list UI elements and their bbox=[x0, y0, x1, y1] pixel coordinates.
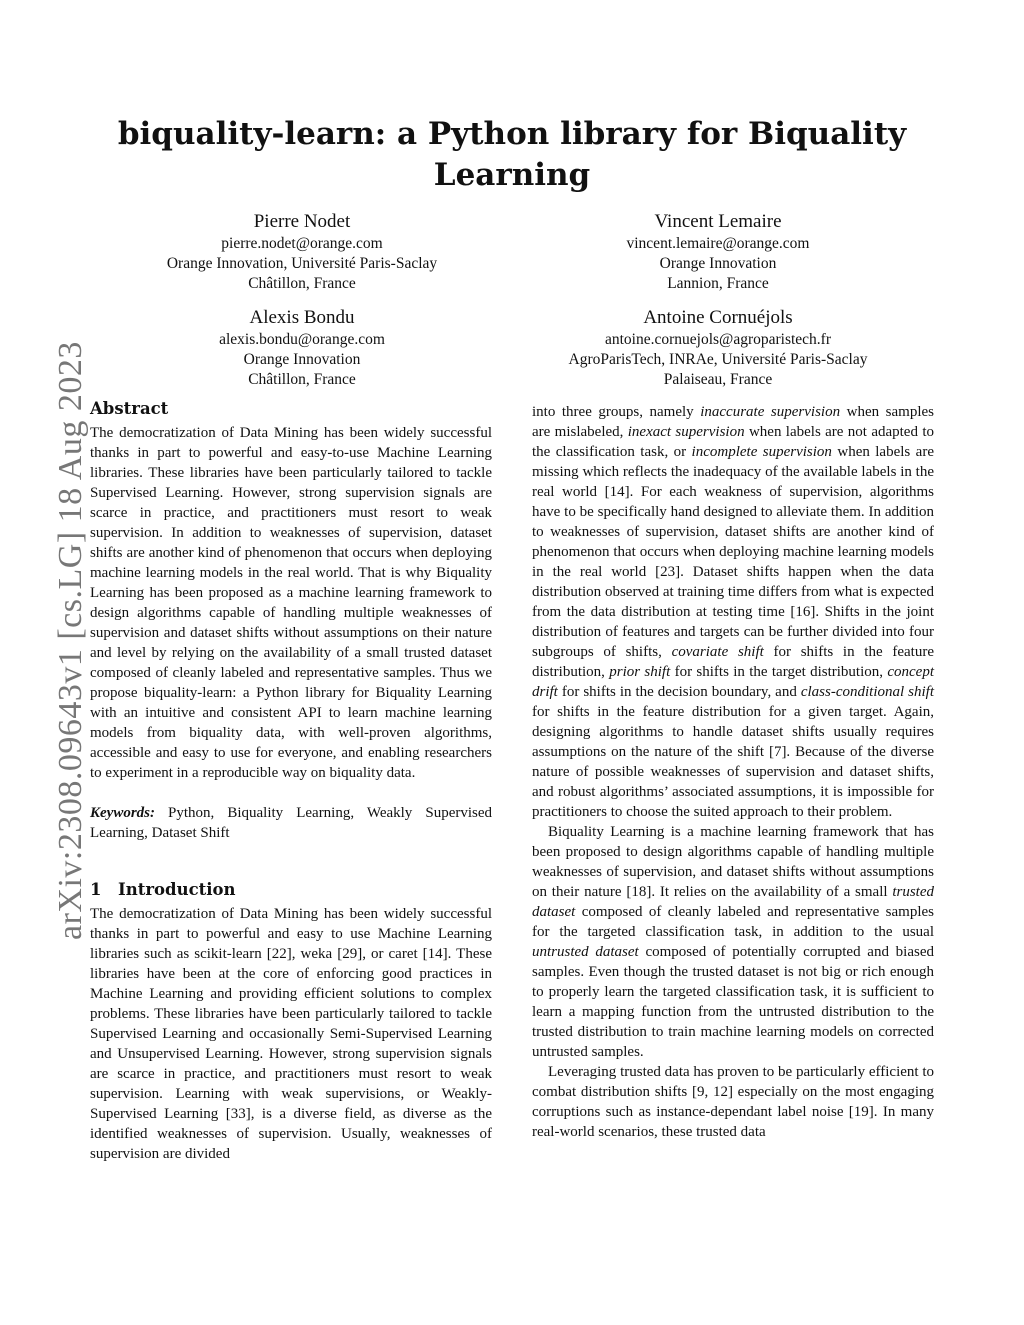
author-location: Palaiseau, France bbox=[663, 371, 773, 388]
author-affiliation: Orange Innovation bbox=[243, 351, 361, 368]
author-name: Vincent Lemaire bbox=[654, 211, 782, 232]
section-heading-introduction bbox=[90, 879, 492, 901]
author-location: Châtillon, France bbox=[248, 371, 356, 388]
keywords-text: Python, Biquality Learning, Weakly Supervised Learning, Dataset Shift bbox=[90, 805, 493, 841]
body-paragraph: Leveraging trusted data has proven to be particularly efficient to combat distribution shifts [9, 12] especially on the most engaging corruptions such as instance-dependant label noise [19]. In many real-world scenarios, these trusted data bbox=[532, 1064, 934, 1140]
section-title: Introduction bbox=[118, 880, 236, 899]
abstract-text: The democratization of Data Mining has been widely successful thanks in part to powerful and easy-to-use Machine Learning libraries. These libraries have been particularly tailored to tackle Supervised Learning. However, strong supervision signals are scarce in practice, and practitioners must resort to weak supervision. In addition to weaknesses of supervision, dataset shifts are another kind of phenomenon that occurs when deploying machine learning models in the real world. That is why Biquality Learning has been proposed as a machine learning framework to design algorithms capable of handling multiple weaknesses of supervision and dataset shifts without assumptions on their nature and level by relying on the availability of a small trusted dataset composed of cleanly labeled and representative samples. Thus we propose biquality-learn: a Python library for Biquality Learning with an intuitive and consistent API to learn machine learning models from biquality data, with well-proven algorithms, accessible and easy to use for everyone, and enabling researchers to experiment in a reproducible way on biquality data. bbox=[90, 425, 492, 781]
author-location: Lannion, France bbox=[667, 275, 769, 292]
author-affiliation: Orange Innovation, Université Paris-Saclay bbox=[166, 255, 438, 272]
body-paragraph: into three groups, namely inaccurate supervision when samples are mislabeled, inexact supervision when labels are not adapted to the classification task, or incomplete supervision when labels are missing which reflects the inadequacy of the available labels in the real world [14]. For each weakness of supervision, algorithms have to be specifically hand designed to alleviate them. In addition to weaknesses of supervision, dataset shifts are another kind of phenomenon that occurs when deploying machine learning models in the real world [23]. Dataset shifts happen when the data distribution observed at training time differs from what is expected from the data distribution at testing time [16]. Shifts in the joint distribution of features and targets can be further divided into four subgroups of shifts, covariate shift for shifts in the feature distribution, prior shift for shifts in the target distribution, concept drift for shifts in the decision boundary, and class-conditional shift for shifts in the feature distribution for a given target. Again, designing algorithms to handle dataset shifts usually requires assumptions on the nature of the shift [7]. Because of the diverse nature of possible weaknesses of supervision and dataset shifts, and robust algorithms’ associated assumptions, it is impossible for practitioners to choose the suited approach to their problem. bbox=[532, 404, 934, 820]
author-affiliation: AgroParisTech, INRAe, Université Paris-Saclay bbox=[568, 351, 868, 368]
section-number: 1 bbox=[90, 880, 102, 899]
arxiv-identifier: arXiv:2308.09643v1 [cs.LG] 18 Aug 2023 bbox=[52, 341, 89, 940]
author-name: Antoine Cornuéjols bbox=[643, 307, 793, 328]
abstract-heading: Abstract bbox=[90, 399, 169, 418]
author-email: antoine.cornuejols@agroparistech.fr bbox=[604, 331, 832, 348]
keywords bbox=[90, 803, 492, 843]
author-affiliation: Orange Innovation bbox=[659, 255, 777, 272]
author-block bbox=[92, 305, 512, 390]
keywords-label: Keywords: bbox=[90, 805, 155, 821]
body-paragraph: Biquality Learning is a machine learning framework that has been proposed to design algorithms capable of handling multiple weaknesses of supervision, and dataset shifts without assumptions on their nature [18]. It relies on the availability of a small trusted dataset composed of cleanly labeled and representative samples for the targeted classification task, in addition to the usual untrusted dataset composed of potentially corrupted and biased samples. Even though the trusted dataset is not big or rich enough to properly learn the targeted classification task, it is sufficient to learn a mapping function from the untrusted distribution to the trusted distribution to train machine learning models on corrected untrusted samples. bbox=[532, 824, 935, 1060]
author-name: Alexis Bondu bbox=[249, 307, 355, 328]
intro-paragraph: The democratization of Data Mining has been widely successful thanks in part to powerful and easy to use Machine Learning libraries such as scikit-learn [22], weka [29], or caret [14]. These libraries have been at the core of enforcing good practices in Machine Learning and providing efficient solutions to complex problems. These libraries have been particularly tailored to tackle Supervised Learning and occasionally Semi-Supervised Learning and Unsupervised Learning. However, strong supervision signals are scarce in practice, and practitioners must resort to weak supervision. Learning with weak supervisions, or Weakly-Supervised Learning [33], is a diverse field, as diverse as the identified weaknesses of supervision. Usually, weaknesses of supervision are divided bbox=[90, 906, 492, 1162]
left-column bbox=[90, 398, 492, 1164]
author-block bbox=[508, 209, 928, 294]
author-block bbox=[508, 305, 928, 390]
author-email: alexis.bondu@orange.com bbox=[219, 331, 385, 348]
paper-title: biquality-learn: a Python library for Biquality Learning bbox=[117, 116, 907, 193]
author-location: Châtillon, France bbox=[248, 275, 356, 292]
author-name: Pierre Nodet bbox=[253, 211, 351, 232]
right-column bbox=[532, 402, 934, 1142]
author-email: vincent.lemaire@orange.com bbox=[626, 235, 810, 252]
arxiv-sidebar-stamp bbox=[8, 0, 89, 1325]
author-email: pierre.nodet@orange.com bbox=[221, 235, 383, 252]
author-block bbox=[92, 209, 512, 294]
